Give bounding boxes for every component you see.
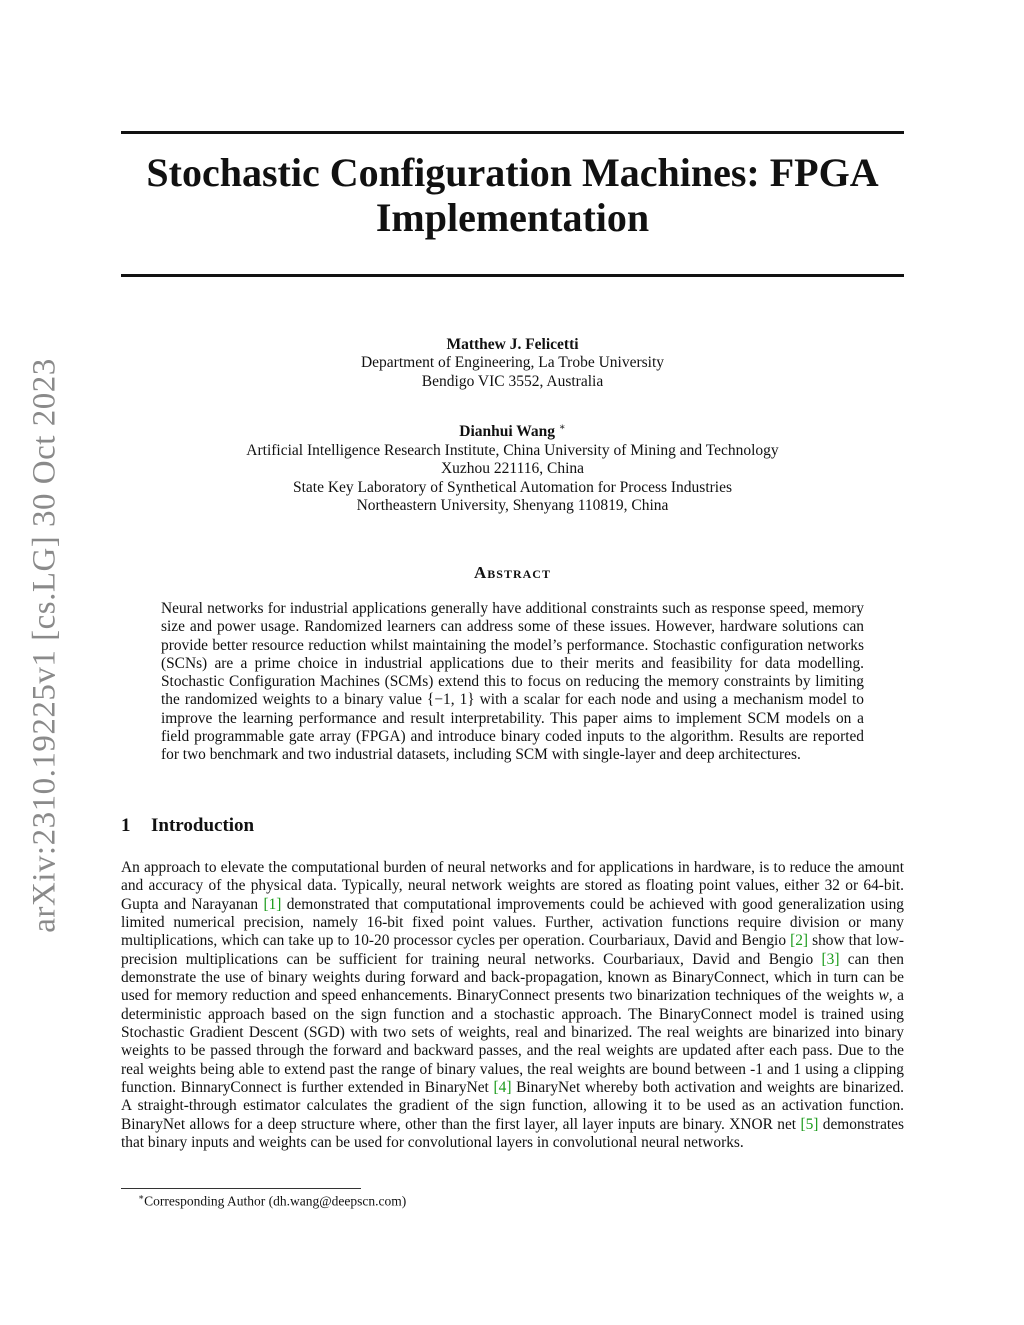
affiliation-line: Bendigo VIC 3552, Australia [421,372,604,390]
footnote [138,1192,406,1210]
author-name: Matthew J. Felicetti [446,336,579,353]
arxiv-identifier: arXiv:2310.19225v1 [cs.LG] 30 Oct 2023 [26,357,63,933]
introduction-paragraph [121,859,904,1153]
text-run: can then demonstrate the use of binary weights during forward and back-propagation, known as BinaryConnect, which in turn can be used for memory reduction and speed enhancements. BinaryConnect presents two binarization techniques of the weights [121,950,904,1005]
arxiv-side-stamp [22,355,68,935]
author-1 [121,336,904,391]
text-run: , a deterministic approach based on the sign function and a stochastic approach. The BinaryConnect model is trained using Stochastic Gradient Descent (SGD) with two sets of weights, real and binarized. The real weights are binarized into binary weights to be passed through the forward and backward passes, and the real weights are updated after each pass. Due to the real weights being able to extend past the range of binary values, the real weights are bound between -1 and 1 using a clipping function. BinnaryConnect is further extended in BinaryNet [121,987,904,1097]
section-heading-introduction [121,815,254,837]
title-line-2: Implementation [375,195,650,240]
author-2 [121,419,904,515]
affiliation-line: Northeastern University, Shenyang 110819, China [356,497,669,514]
title-bottom-rule [121,274,904,277]
citation-link-1[interactable]: [1] [263,895,282,913]
citation-link-4[interactable]: [4] [493,1079,512,1097]
text-run: demonstrates that binary inputs and weights can be used for convolutional layers in convolutional neural networks. [121,1115,904,1152]
footnote-mark: ∗ [138,1192,145,1202]
citation-link-3[interactable]: [3] [821,950,840,968]
author-block [121,336,904,515]
text-run: demonstrated that computational improvements could be achieved with good generalization using limited numerical precision, namely 16-bit fixed point values. Further, activation functions require division or many multiplications, which can take up to 10-20 processor cycles per operation. Courbariaux, David and Bengio [121,895,905,950]
section-number: 1 [121,815,131,836]
footnote-text: Corresponding Author (dh.wang@deepscn.com) [144,1193,407,1209]
text-run: show that low-precision multiplications can be sufficient for training neural networks. Courbariaux, David and Bengio [121,932,904,968]
corresponding-author-mark: ∗ [558,422,566,434]
affiliation-line: Artificial Intelligence Research Institute, China University of Mining and Technology [246,441,779,459]
section-title: Introduction [151,815,255,836]
footnote-rule [121,1188,361,1189]
text-run: An approach to elevate the computational burden of neural networks and for applications in hardware, is to reduce the amount and accuracy of the physical data. Typically, neural network weights are stored as floating point values, either 32 or 64-bit. Gupta and Narayanan [121,859,904,913]
math-variable-w: w [878,987,889,1005]
affiliation-line: Department of Engineering, La Trobe University [360,354,665,372]
abstract-heading: Abstract [474,563,551,582]
author-name: Dianhui Wang [459,423,556,441]
affiliation-line: Xuzhou 221116, China [440,460,585,478]
title-top-rule [121,131,904,134]
paper-title [121,150,904,240]
text-run: BinaryNet whereby both activation and weights are binarized. A straight-through estimator calculates the gradient of the sign function, allowing it to be used as an activation function. BinaryNet allows for a deep structure where, other than the first layer, all layer inputs are binary. XNOR net [121,1079,905,1133]
citation-link-2[interactable]: [2] [790,932,809,950]
abstract-text: Neural networks for industrial applications generally have additional constraints such as response speed, memory size and power usage. Randomized learners can address some of these issues. However, hardware solutions can provide better resource reduction whilst maintaining the model’s performance. Stochastic configuration networks (SCNs) are a prime choice in industrial applications due to their merits and feasibility for data modelling. Stochastic Configuration Machines (SCMs) extend this to focus on reducing the memory constraints by limiting the randomized weights to a binary value {−1, 1} with a scalar for each node and using a mechanism model to improve the learning performance and result interpretability. This paper aims to implement SCM models on a field programmable gate array (FPGA) and introduce binary coded inputs to the algorithm. Results are reported for two benchmark and two industrial datasets, including SCM with single-layer and deep architectures. [161,600,864,764]
affiliation-line: State Key Laboratory of Synthetical Automation for Process Industries [292,478,733,496]
title-line-1: Stochastic Configuration Machines: FPGA [146,150,879,195]
author-name-row [121,419,904,442]
citation-link-5[interactable]: [5] [800,1115,819,1133]
